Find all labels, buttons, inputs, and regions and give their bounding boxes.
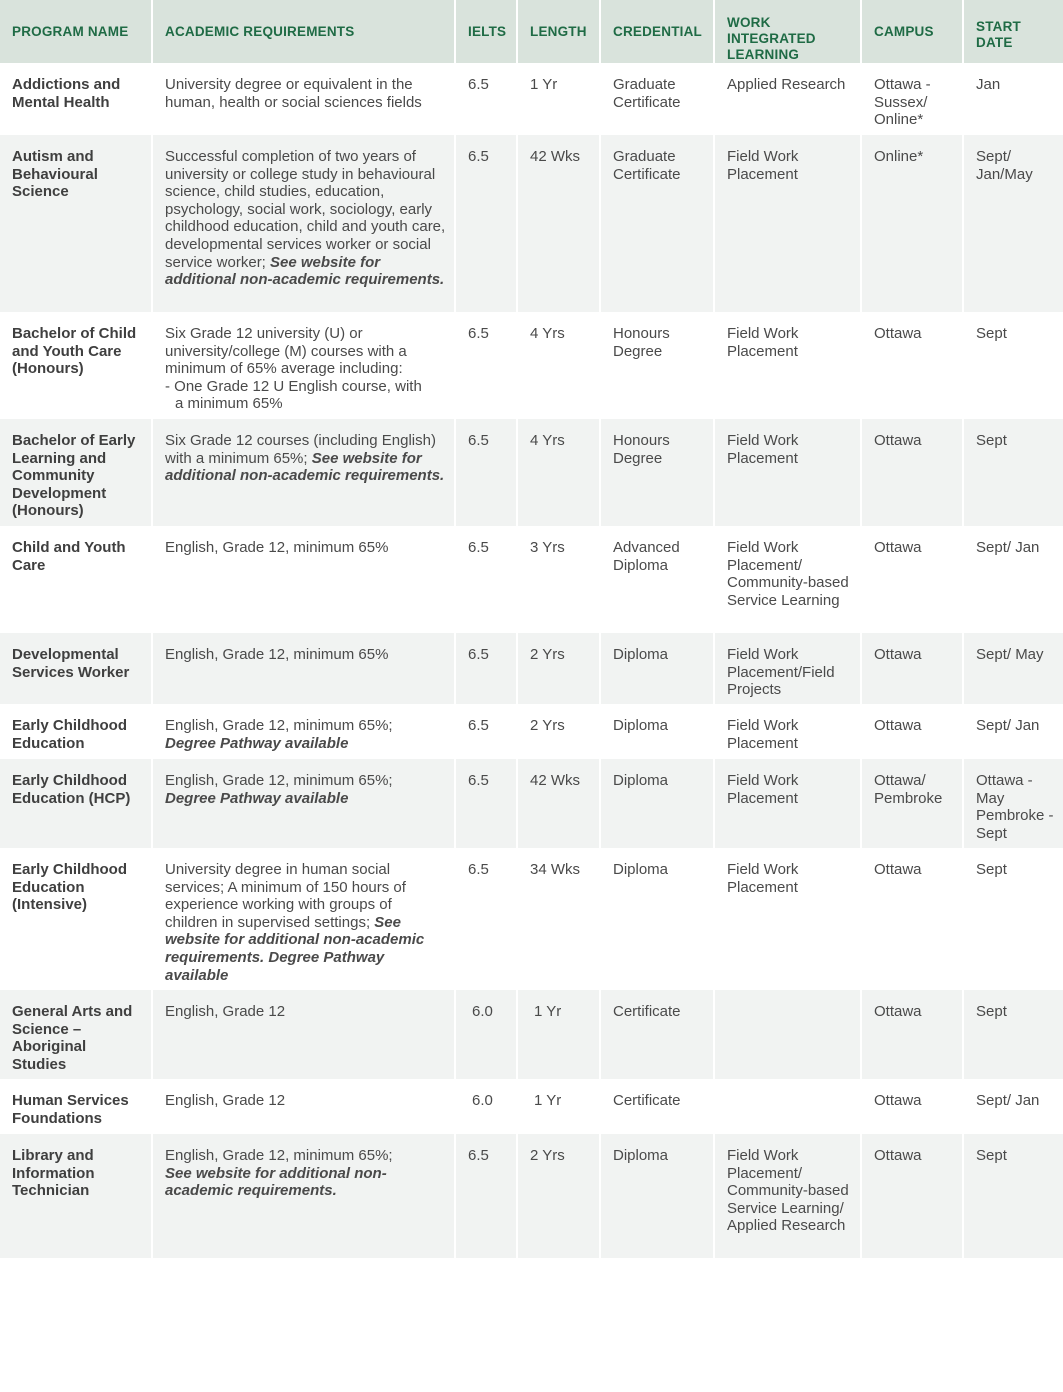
start-date: Sept <box>964 312 1063 419</box>
credential: Honours Degree <box>601 419 713 526</box>
campus: Ottawa <box>862 312 962 419</box>
requirement-text: English, Grade 12, minimum 65% <box>165 539 389 556</box>
header-start-date: START DATE <box>964 0 1063 63</box>
credential: Diploma <box>601 1134 713 1258</box>
requirement-bullet-continued: a minimum 65% <box>175 395 283 413</box>
campus: Ottawa - Sussex/ Online* <box>862 63 962 135</box>
requirement-text: English, Grade 12, minimum 65%; <box>165 1147 393 1164</box>
work-integrated-learning: Field Work Placement <box>715 704 860 759</box>
campus: Ottawa <box>862 990 962 1079</box>
credential: Certificate <box>601 990 713 1079</box>
academic-requirements <box>153 1134 454 1258</box>
header-work-integrated-learning: WORK INTEGRATED LEARNING <box>715 0 860 63</box>
ielts-score: 6.5 <box>456 633 516 704</box>
work-integrated-learning: Field Work Placement/ Community-based Service Learning <box>715 526 860 633</box>
start-date: Sept <box>964 419 1063 526</box>
work-integrated-learning: Applied Research <box>715 63 860 135</box>
program-name: Child and Youth Care <box>0 526 151 633</box>
credential: Certificate <box>601 1079 713 1134</box>
program-name: Bachelor of Early Learning and Community Development (Honours) <box>0 419 151 526</box>
work-integrated-learning: Field Work Placement/ Community-based Service Learning/ Applied Research <box>715 1134 860 1258</box>
credential: Advanced Diploma <box>601 526 713 633</box>
table-row <box>0 135 1063 312</box>
work-integrated-learning: Field Work Placement <box>715 419 860 526</box>
program-length: 4 Yrs <box>518 419 599 526</box>
academic-requirements <box>153 526 454 633</box>
requirement-text: English, Grade 12 <box>165 1092 286 1109</box>
work-integrated-learning: Field Work Placement <box>715 759 860 848</box>
ielts-score: 6.5 <box>456 848 516 990</box>
program-length: 4 Yrs <box>518 312 599 419</box>
work-integrated-learning: Field Work Placement <box>715 135 860 312</box>
program-length: 42 Wks <box>518 759 599 848</box>
work-integrated-learning: Field Work Placement/Field Projects <box>715 633 860 704</box>
credential: Graduate Certificate <box>601 63 713 135</box>
program-name: Early Childhood Education (HCP) <box>0 759 151 848</box>
table-row <box>0 848 1063 990</box>
ielts-score: 6.5 <box>456 1134 516 1258</box>
program-name: Human Services Foundations <box>0 1079 151 1134</box>
program-name: General Arts and Science – Aboriginal Studies <box>0 990 151 1079</box>
requirement-text: Six Grade 12 courses (including English) with a minimum 65%; <box>165 432 436 467</box>
program-length: 3 Yrs <box>518 526 599 633</box>
credential: Diploma <box>601 704 713 759</box>
academic-requirements <box>153 135 454 312</box>
academic-requirements <box>153 63 454 135</box>
work-integrated-learning <box>715 1079 860 1134</box>
start-date: Sept/ Jan/May <box>964 135 1063 312</box>
program-length: 2 Yrs <box>518 704 599 759</box>
table-row <box>0 1134 1063 1258</box>
program-length: 1 Yr <box>518 990 599 1079</box>
requirement-text: Six Grade 12 university (U) or university/college (M) courses with a minimum of 65% average including: <box>165 325 407 378</box>
program-length: 1 Yr <box>518 1079 599 1134</box>
campus: Ottawa <box>862 419 962 526</box>
requirement-text: University degree or equivalent in the human, health or social sciences fields <box>165 76 422 111</box>
work-integrated-learning <box>715 990 860 1079</box>
start-date: Sept <box>964 1134 1063 1258</box>
requirement-note: See website for additional non-academic requirements. <box>165 449 445 485</box>
program-length: 34 Wks <box>518 848 599 990</box>
campus: Ottawa <box>862 704 962 759</box>
ielts-score: 6.5 <box>456 419 516 526</box>
program-length: 1 Yr <box>518 63 599 135</box>
campus: Ottawa <box>862 848 962 990</box>
header-credential: CREDENTIAL <box>601 0 713 63</box>
table-header-row <box>0 0 1063 63</box>
requirement-text: Successful completion of two years of university or college study in behavioural science, child studies, education, psychology, social work, sociology, early childhood education, child and youth care, developmental services worker or social service worker; <box>165 148 446 271</box>
table-row <box>0 312 1063 419</box>
academic-requirements <box>153 704 454 759</box>
credential: Graduate Certificate <box>601 135 713 312</box>
requirement-note: See website for additional non-academic requirements. <box>165 253 445 289</box>
table-row <box>0 704 1063 759</box>
ielts-score: 6.5 <box>456 526 516 633</box>
credential: Honours Degree <box>601 312 713 419</box>
campus: Ottawa/ Pembroke <box>862 759 962 848</box>
academic-requirements <box>153 1079 454 1134</box>
ielts-score: 6.5 <box>456 312 516 419</box>
table-row <box>0 990 1063 1079</box>
start-date: Sept/ Jan <box>964 1079 1063 1134</box>
table-row <box>0 633 1063 704</box>
requirement-note: See website for additional non-academic requirements. <box>165 1164 387 1200</box>
ielts-score: 6.0 <box>456 1079 516 1134</box>
start-date: Jan <box>964 63 1063 135</box>
campus: Online* <box>862 135 962 312</box>
program-length: 42 Wks <box>518 135 599 312</box>
start-date: Sept/ Jan <box>964 526 1063 633</box>
program-name: Autism and Behavioural Science <box>0 135 151 312</box>
program-name: Addictions and Mental Health <box>0 63 151 135</box>
program-name: Developmental Services Worker <box>0 633 151 704</box>
requirement-note: See website for additional non-academic requirements. Degree Pathway available <box>165 913 425 984</box>
requirement-text: English, Grade 12 <box>165 1003 286 1020</box>
table-row <box>0 526 1063 633</box>
academic-requirements <box>153 419 454 526</box>
ielts-score: 6.5 <box>456 63 516 135</box>
header-academic-requirements: ACADEMIC REQUIREMENTS <box>153 0 454 63</box>
program-length: 2 Yrs <box>518 633 599 704</box>
academic-requirements <box>153 633 454 704</box>
academic-requirements <box>153 848 454 990</box>
ielts-score: 6.5 <box>456 704 516 759</box>
table-row <box>0 63 1063 135</box>
campus: Ottawa <box>862 633 962 704</box>
ielts-score: 6.5 <box>456 759 516 848</box>
requirement-note: Degree Pathway available <box>165 789 349 807</box>
academic-requirements <box>153 990 454 1079</box>
program-name: Bachelor of Child and Youth Care (Honours) <box>0 312 151 419</box>
program-length: 2 Yrs <box>518 1134 599 1258</box>
table-row <box>0 1079 1063 1134</box>
program-name: Early Childhood Education <box>0 704 151 759</box>
header-campus: CAMPUS <box>862 0 962 63</box>
academic-requirements <box>153 759 454 848</box>
campus: Ottawa <box>862 526 962 633</box>
work-integrated-learning: Field Work Placement <box>715 848 860 990</box>
start-date: Sept <box>964 990 1063 1079</box>
requirement-text: English, Grade 12, minimum 65%; <box>165 772 393 789</box>
header-ielts: IELTS <box>456 0 516 63</box>
credential: Diploma <box>601 848 713 990</box>
start-date: Sept/ May <box>964 633 1063 704</box>
requirement-bullet: - One Grade 12 U English course, with <box>165 377 422 395</box>
requirement-note: Degree Pathway available <box>165 734 349 752</box>
start-date: Ottawa - May Pembroke - Sept <box>964 759 1063 848</box>
credential: Diploma <box>601 633 713 704</box>
ielts-score: 6.5 <box>456 135 516 312</box>
table-row <box>0 419 1063 526</box>
academic-requirements <box>153 312 454 419</box>
requirement-text: University degree in human social services; A minimum of 150 hours of experience working with groups of children in supervised settings; <box>165 861 406 931</box>
table-row <box>0 759 1063 848</box>
campus: Ottawa <box>862 1079 962 1134</box>
start-date: Sept <box>964 848 1063 990</box>
header-length: LENGTH <box>518 0 599 63</box>
header-program-name: PROGRAM NAME <box>0 0 151 63</box>
credential: Diploma <box>601 759 713 848</box>
requirement-text: English, Grade 12, minimum 65%; <box>165 717 393 734</box>
requirement-text: English, Grade 12, minimum 65% <box>165 646 389 663</box>
start-date: Sept/ Jan <box>964 704 1063 759</box>
ielts-score: 6.0 <box>456 990 516 1079</box>
work-integrated-learning: Field Work Placement <box>715 312 860 419</box>
campus: Ottawa <box>862 1134 962 1258</box>
program-name: Library and Information Technician <box>0 1134 151 1258</box>
program-name: Early Childhood Education (Intensive) <box>0 848 151 990</box>
